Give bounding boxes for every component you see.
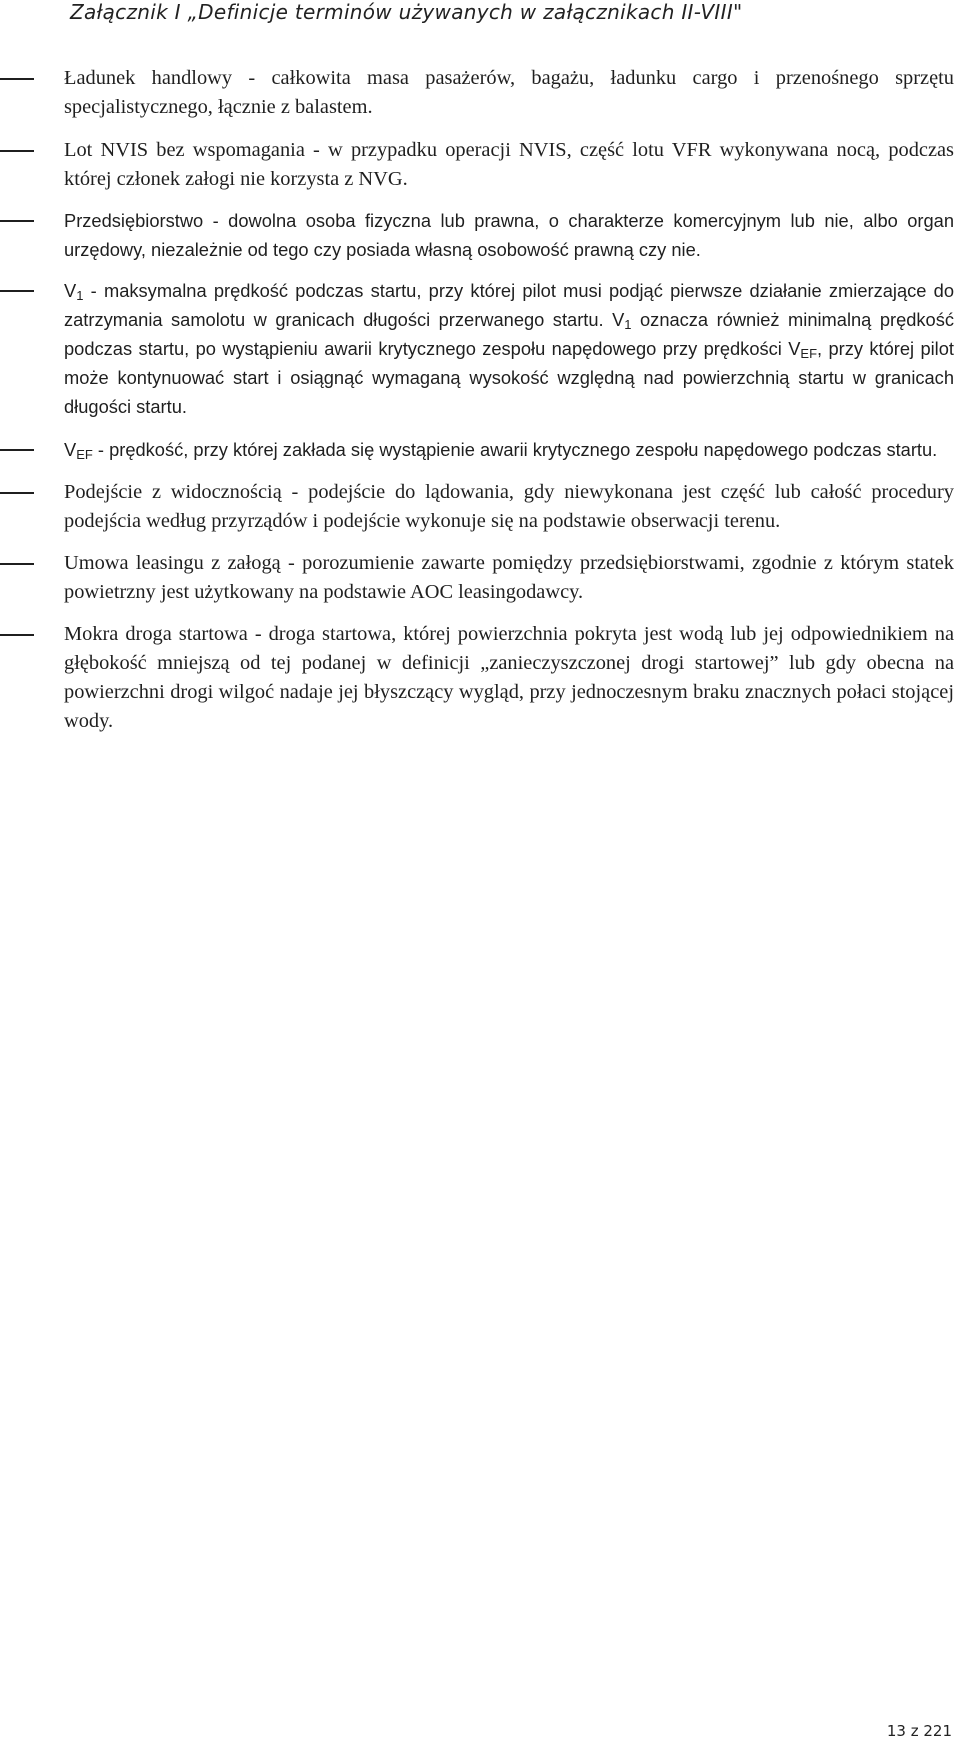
dash-bullet [0, 634, 34, 636]
dash-bullet [0, 220, 34, 222]
vef-subscript: EF [76, 447, 93, 462]
definition-v1 [64, 276, 954, 421]
definition-nvis-unaided-flight [64, 136, 954, 194]
vef-symbol: V [788, 338, 801, 359]
definition-undertaking [64, 206, 954, 264]
definition-text: , przy której pilot może kontynuować start i osiągnąć wymaganą wysokość względną nad powierzchnią startu w granicach długości startu. [64, 338, 954, 417]
page-header: Załącznik I „Definicje terminów używanych w załącznikach II-VIII" [70, 0, 743, 24]
dash-bullet [0, 492, 34, 494]
v1-symbol: V [612, 309, 625, 330]
dash-bullet [0, 449, 34, 451]
v1-subscript: 1 [76, 288, 84, 303]
definition-text: Mokra droga startowa - droga startowa, której powierzchnia pokryta jest wodą lub jej odpowiednikiem na głębokość mniejszą od tej podanej w definicji „zanieczyszczonej drogi startowej” lub gdy obecna na powierzchni drogi wilgoć nadaje jej błyszczący wygląd, przy jednoczesnym braku znacznych połaci stojącej wody. [64, 623, 954, 732]
definition-text: Podejście z widocznością - podejście do lądowania, gdy niewykonana jest część lub całość procedury podejścia według przyrządów i podejście wykonuje się na podstawie obserwacji terenu. [64, 481, 954, 532]
definition-text: - prędkość, przy której zakłada się wystąpienie awarii krytycznego zespołu napędowego podczas startu. [92, 439, 938, 460]
dash-bullet [0, 563, 34, 565]
definitions-list [0, 64, 960, 736]
definition-wet-lease [64, 549, 954, 607]
dash-bullet [0, 290, 34, 292]
v1-subscript: 1 [624, 317, 632, 332]
definition-text: Ładunek handlowy - całkowita masa pasażerów, bagażu, ładunku cargo i przenośnego sprzętu specjalistycznego, łącznie z balastem. [64, 67, 954, 118]
definition-payload [64, 64, 954, 122]
vef-symbol: V [64, 439, 77, 460]
definition-text: Lot NVIS bez wspomagania - w przypadku operacji NVIS, część lotu VFR wykonywana nocą, podczas której członek załogi nie korzysta z NVG. [64, 139, 954, 190]
definition-text: Umowa leasingu z załogą - porozumienie zawarte pomiędzy przedsiębiorstwami, zgodnie z którym statek powietrzny jest użytkowany na podstawie AOC leasingodawcy. [64, 552, 954, 603]
v1-symbol: V [64, 280, 77, 301]
definition-text: Przedsiębiorstwo - dowolna osoba fizyczna lub prawna, o charakterze komercyjnym lub nie, albo organ urzędowy, niezależnie od tego czy posiada własną osobowość prawną czy nie. [64, 210, 954, 260]
definition-text: - maksymalna prędkość podczas startu, przy której pilot musi podjąć pierwsze działanie zmierzające do zatrzymania samolotu w granicach długości przerwanego startu. [64, 280, 954, 330]
dash-bullet [0, 78, 34, 80]
page-number: 13 z 221 [886, 1722, 952, 1740]
dash-bullet [0, 150, 34, 152]
vef-subscript: EF [800, 346, 818, 361]
definition-visual-approach [64, 478, 954, 536]
definition-vef [64, 435, 954, 464]
definition-wet-runway [64, 620, 954, 736]
definition-text: oznacza również minimalną prędkość podczas startu, po wystąpieniu awarii krytycznego zespołu napędowego przy prędkości [64, 309, 955, 359]
